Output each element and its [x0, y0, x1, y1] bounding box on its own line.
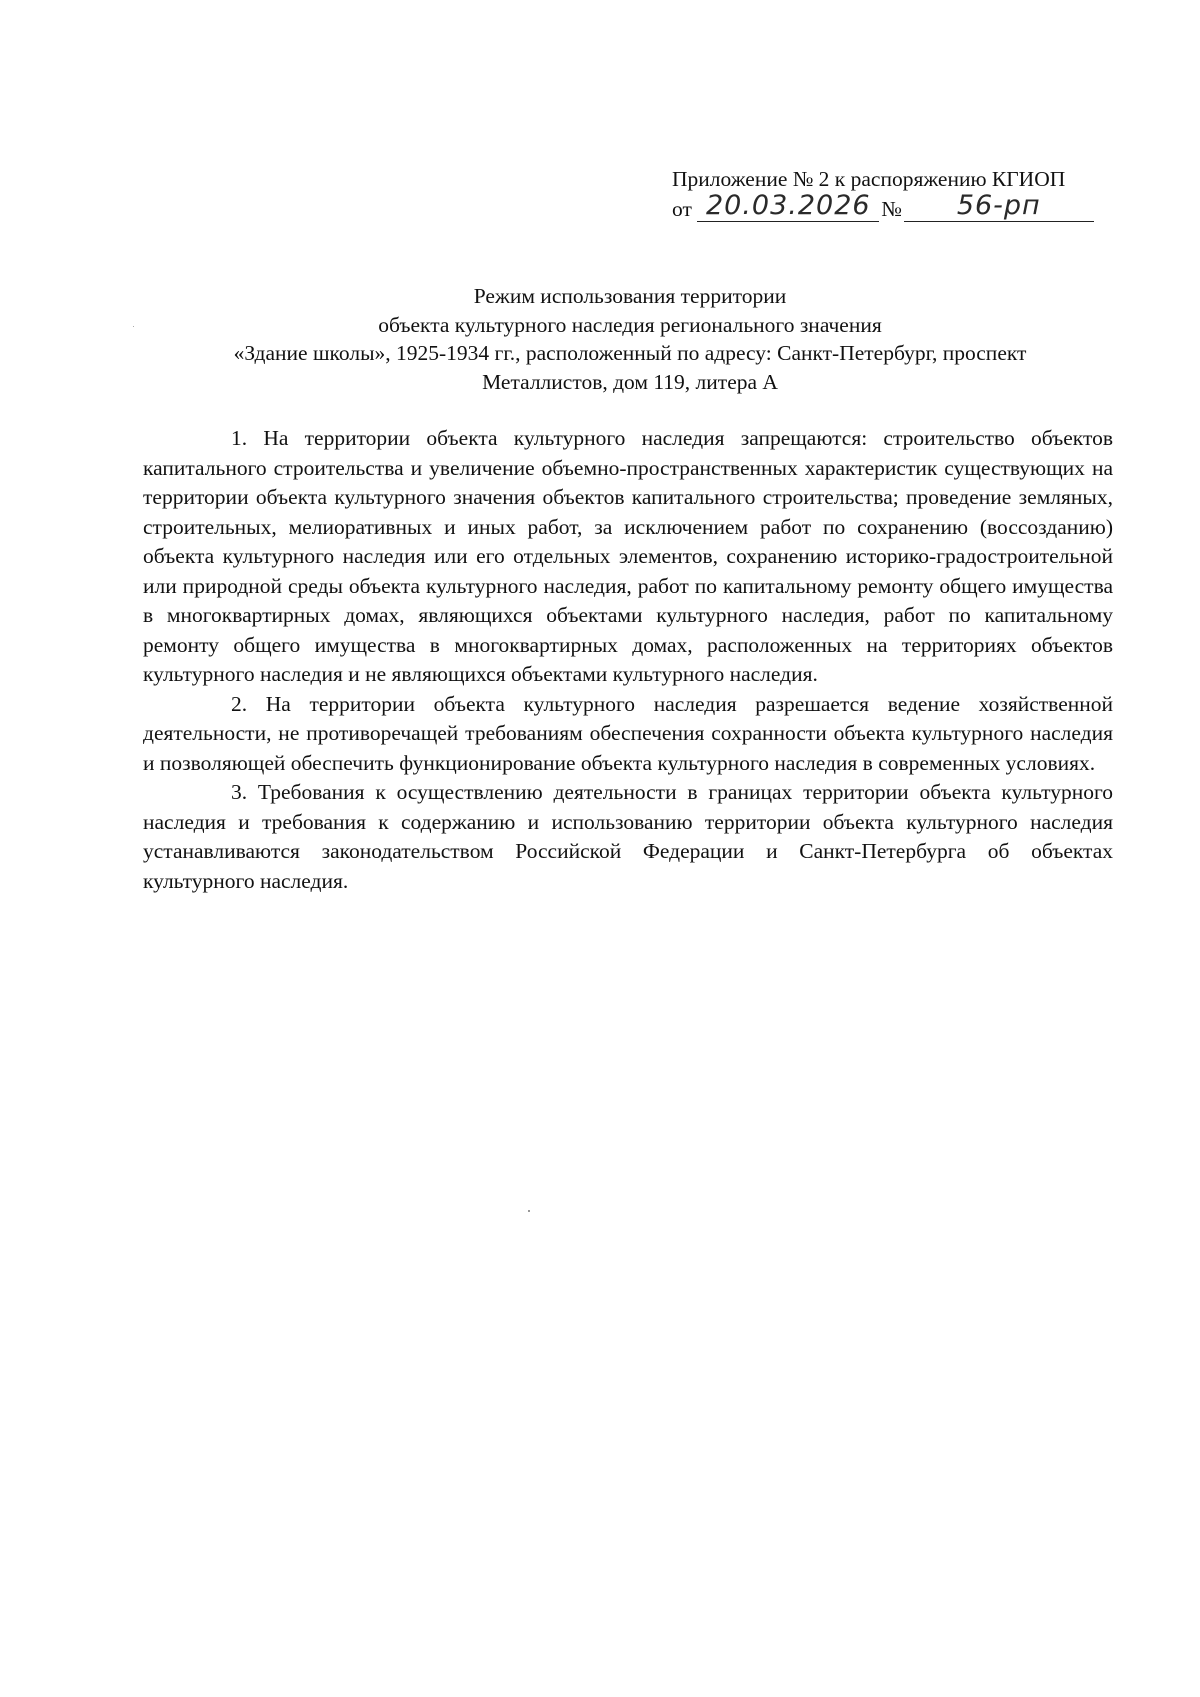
document-body: [143, 424, 1113, 896]
title-line-4: Металлистов, дом 119, литера А: [482, 369, 778, 394]
title-line-3: «Здание школы», 1925-1934 гг., расположенный по адресу: Санкт-Петербург, проспект: [233, 341, 1027, 365]
order-date-number-line: [672, 190, 1132, 228]
handwritten-date: 20.03.2026: [705, 190, 871, 221]
paragraph-2: 2. На территории объекта культурного наследия разрешается ведение хозяйственной деятельности, не противоречащей требованиям обеспечения сохранности объекта культурного наследия и позволяющей обеспечить функционирование объекта культурного наследия в современных условиях.: [143, 691, 1113, 775]
appendix-reference: Приложение № 2 к распоряжению КГИОП: [672, 167, 1066, 191]
number-sign: №: [881, 197, 902, 221]
handwritten-number: 56-рп: [956, 190, 1041, 221]
paragraph-1: 1. На территории объекта культурного наследия запрещаются: строительство объектов капитального строительства и увеличение объемно-пространственных характеристик существующих на территории объекта культурного значения объектов капитального строительства; проведение земляных, строительных, мелиоративных и иных работ, за исключением работ по сохранению (воссозданию) объекта культурного наследия или его отдельных элементов, сохранению историко-градостроительной или природной среды объекта культурного наследия, работ по капитальному ремонту общего имущества в многоквартирных домах, являющихся объектами культурного наследия, работ по капитальному ремонту общего имущества в многоквартирных домах, расположенных на территориях объектов культурного наследия и не являющихся объектами культурного наследия.: [143, 426, 1113, 686]
title-line-2: объекта культурного наследия регионального значения: [378, 312, 882, 337]
appendix-header: [672, 164, 1132, 228]
scan-speck-small: [133, 326, 134, 327]
order-number-field: [904, 190, 1094, 222]
title-line-1: Режим использования территории: [473, 284, 787, 308]
scan-speck: [528, 1210, 530, 1212]
document-title: [140, 282, 1120, 396]
paragraph-3: 3. Требования к осуществлению деятельности в границах территории объекта культурного наследия и требования к содержанию и использованию территории объекта культурного наследия устанавливаются законодательством Российской Федерации и Санкт-Петербурга об объектах культурного наследия.: [143, 780, 1113, 893]
from-label: от: [672, 197, 692, 221]
order-date-field: [697, 190, 879, 222]
